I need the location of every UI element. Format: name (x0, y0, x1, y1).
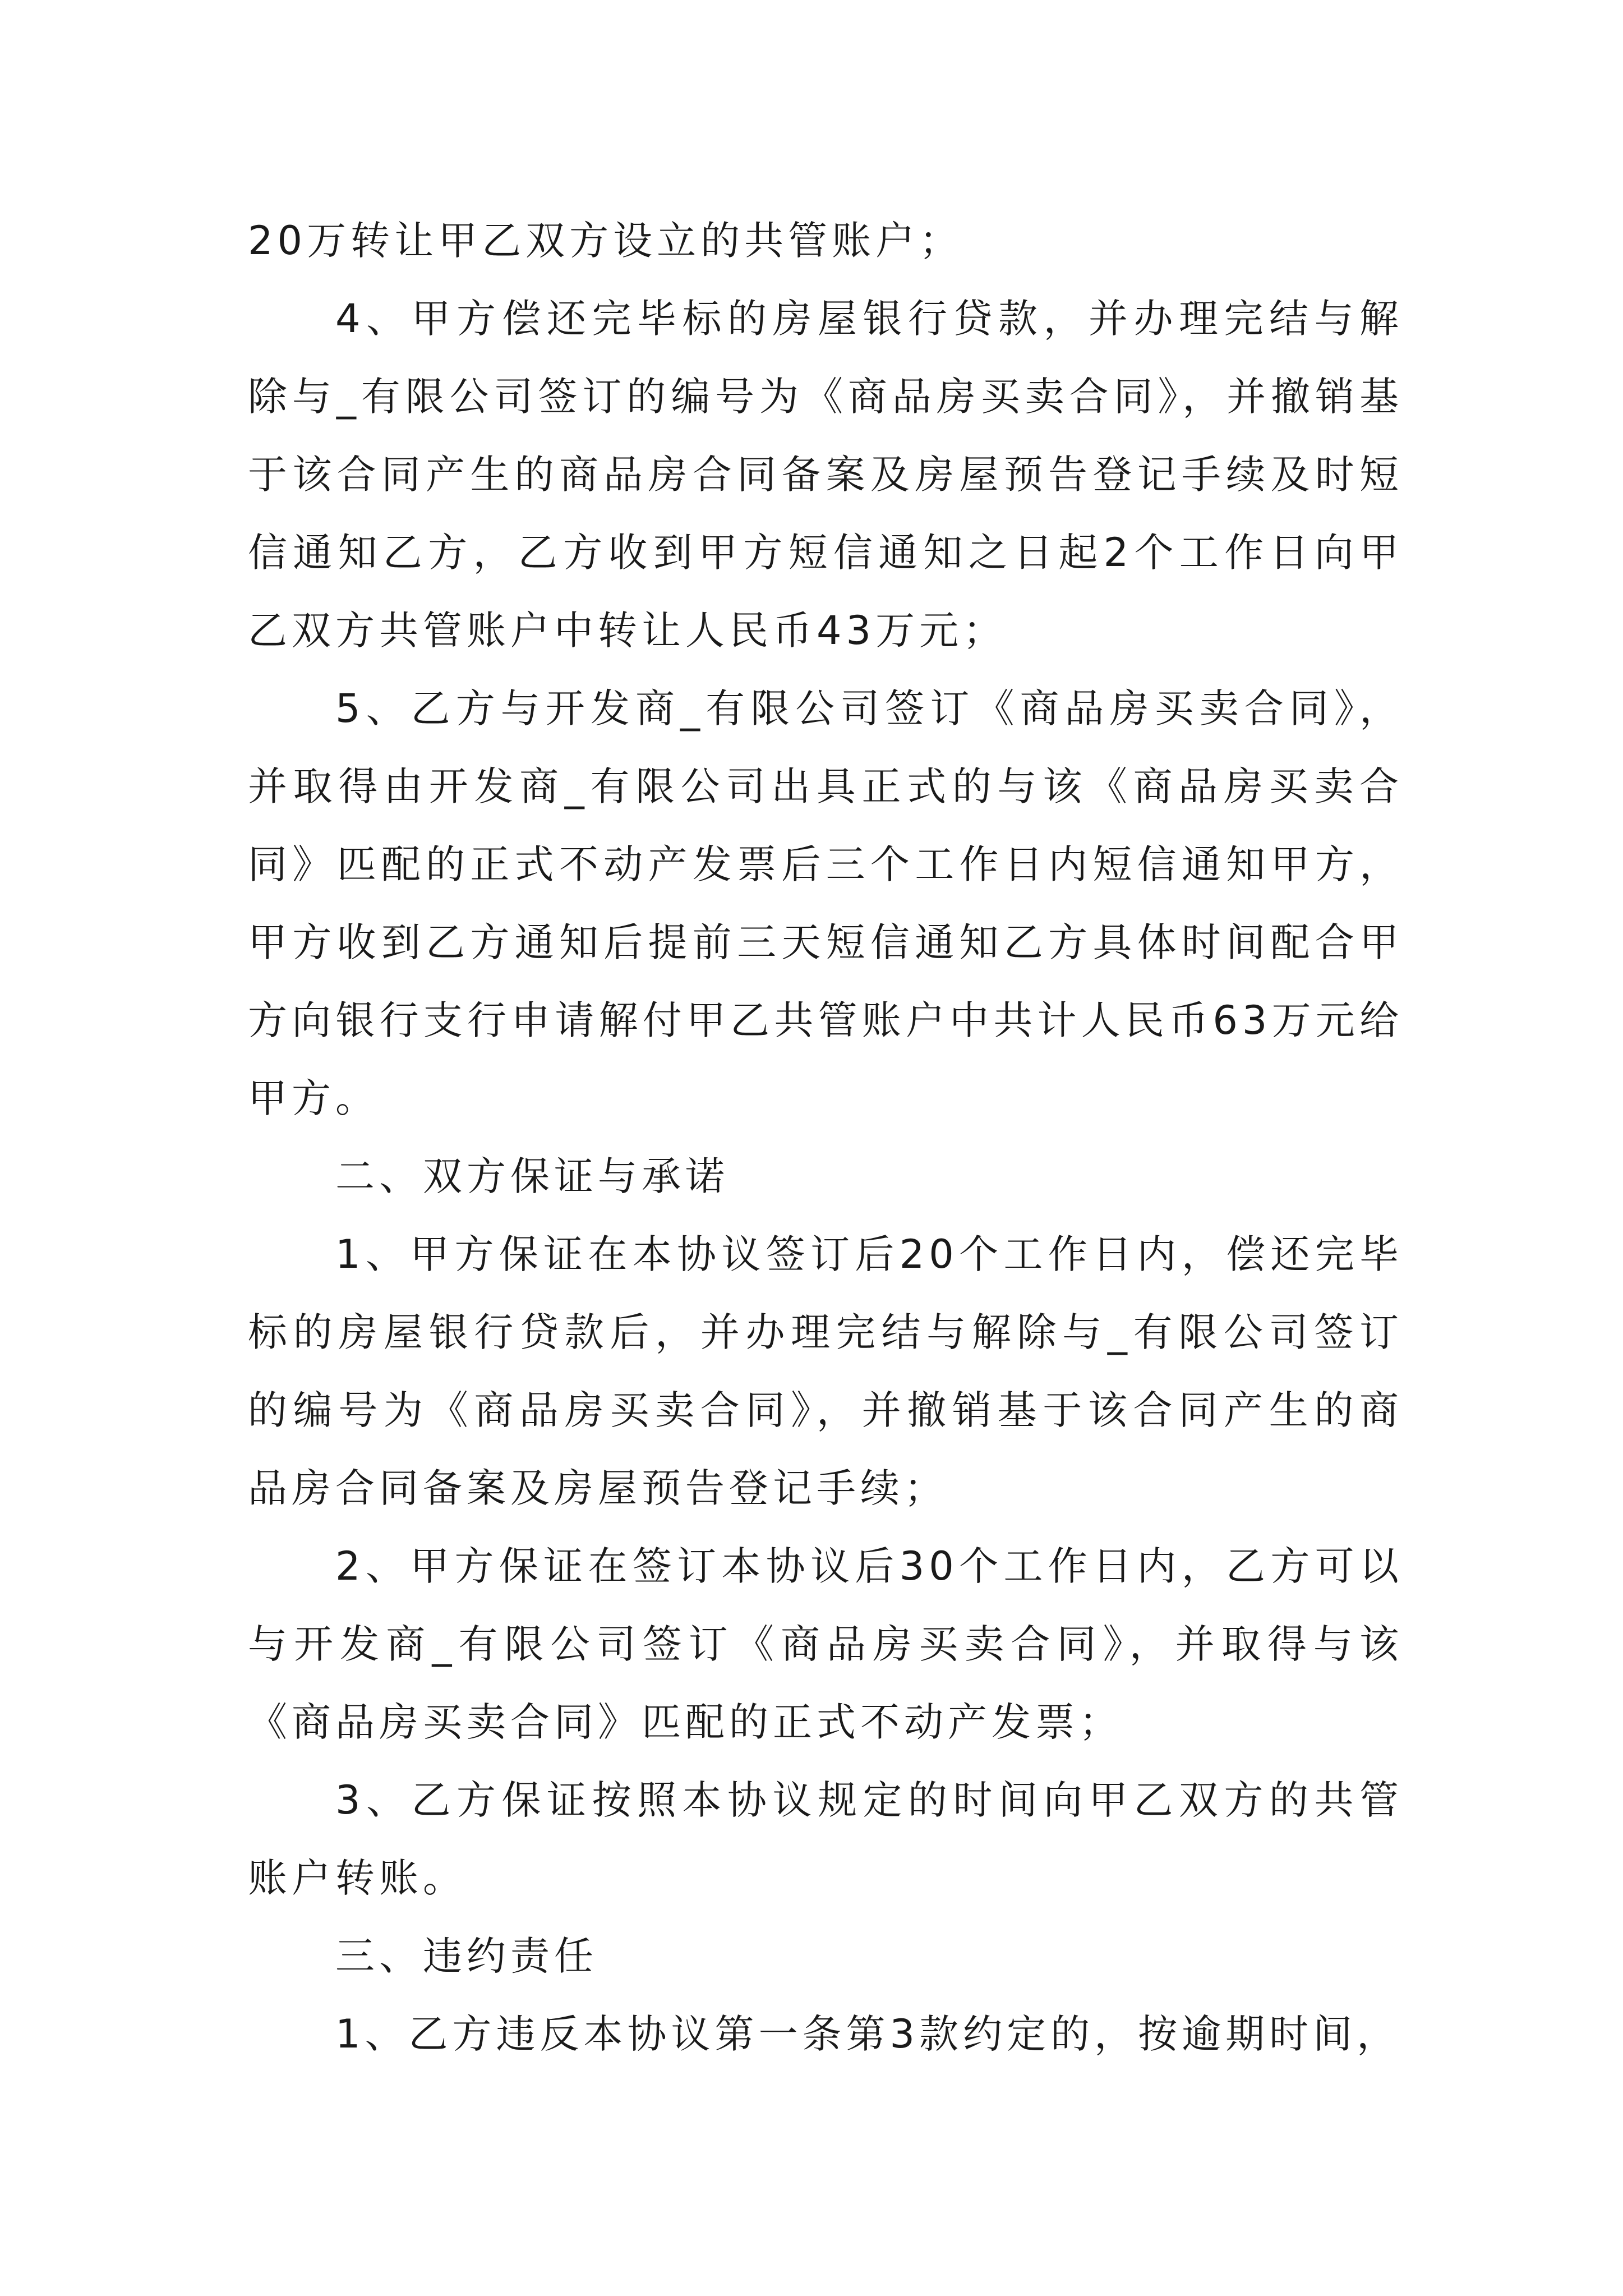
clause-2-2: 2、甲方保证在签订本协议后30个工作日内，乙方可以与开发商_有限公司签订《商品房买卖合同》，并取得与该《商品房买卖合同》匹配的正式不动产发票； (248, 1543, 1403, 1745)
section-heading-liability: 三、违约责任 (335, 1933, 598, 1979)
document-body (248, 202, 1403, 2073)
clause-1-4: 4、甲方偿还完毕标的房屋银行贷款，并办理完结与解除与_有限公司签订的编号为《商品房买卖合同》，并撤销基于该合同产生的商品房合同备案及房屋预告登记手续及时短信通知乙方，乙方收到甲方短信通知之日起2个工作日向甲乙双方共管账户中转让人民币43万元； (248, 296, 1403, 654)
paragraph-continuation: 20万转让甲乙双方设立的共管账户； (248, 218, 963, 264)
section-heading-guarantees: 二、双方保证与承诺 (335, 1153, 729, 1199)
clause-2-3: 3、乙方保证按照本协议规定的时间向甲乙双方的共管账户转账。 (248, 1777, 1403, 1901)
clause-2-1: 1、甲方保证在本协议签订后20个工作日内，偿还完毕标的房屋银行贷款后，并办理完结与解除与_有限公司签订的编号为《商品房买卖合同》，并撤销基于该合同产生的商品房合同备案及房屋预告登记手续； (248, 1231, 1403, 1511)
clause-3-1: 1、乙方违反本协议第一条第3款约定的，按逾期时间， (335, 2011, 1401, 2057)
clause-1-5: 5、乙方与开发商_有限公司签订《商品房买卖合同》，并取得由开发商_有限公司出具正式的与该《商品房买卖合同》匹配的正式不动产发票后三个工作日内短信通知甲方，甲方收到乙方通知后提前三天短信通知乙方具体时间配合甲方向银行支行申请解付甲乙共管账户中共计人民币63万元给甲方。 (248, 685, 1403, 1121)
